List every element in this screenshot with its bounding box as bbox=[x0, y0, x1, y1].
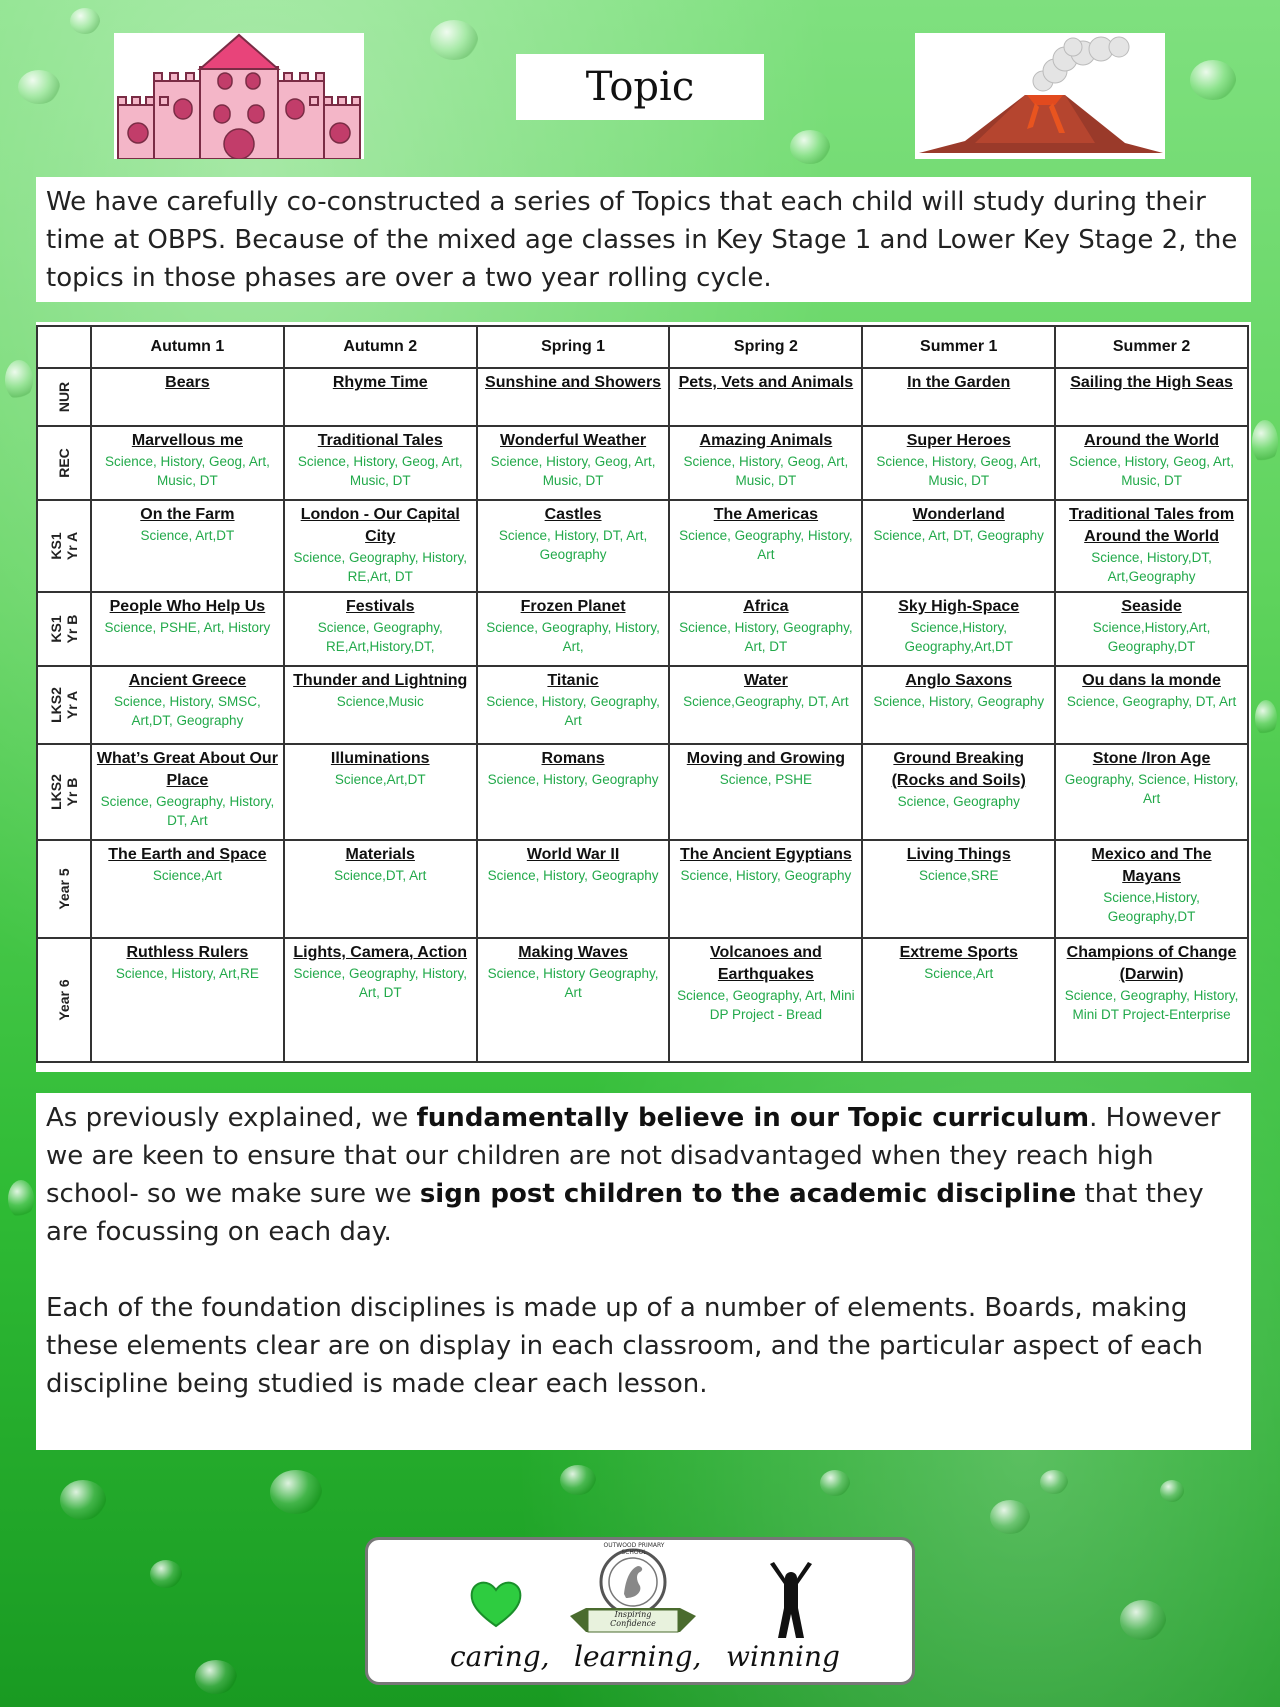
topic-cell bbox=[477, 500, 670, 592]
topic-subjects: Science,Art,DT bbox=[334, 772, 426, 787]
value-winning: winning bbox=[726, 1640, 840, 1673]
topic-cell bbox=[669, 368, 862, 426]
topic-subjects: Science,Music bbox=[336, 694, 424, 709]
topic-cell bbox=[862, 744, 1055, 840]
topic-table-panel bbox=[36, 322, 1251, 1072]
topic-cell bbox=[477, 666, 670, 744]
topic-subjects: Science, Geography, RE,Art,History,DT, bbox=[317, 620, 443, 654]
topic-cell bbox=[91, 938, 284, 1062]
topic-subjects: Science, History, Geography bbox=[487, 772, 659, 787]
topic-title: On the Farm bbox=[140, 506, 235, 523]
topic-cell bbox=[1055, 666, 1248, 744]
topic-cell bbox=[477, 426, 670, 500]
topic-subjects: Science,Art bbox=[924, 966, 994, 981]
topic-cell bbox=[284, 938, 477, 1062]
topic-cell bbox=[669, 592, 862, 666]
topic-cell bbox=[862, 840, 1055, 938]
topic-title: Around the World bbox=[1084, 432, 1219, 449]
topic-subjects: Science, History,DT, Art,Geography bbox=[1091, 550, 1212, 584]
column-header: Autumn 1 bbox=[91, 326, 284, 368]
row-label bbox=[37, 592, 91, 666]
winner-figure-icon bbox=[766, 1562, 816, 1642]
school-values-banner bbox=[365, 1537, 915, 1685]
topic-cell bbox=[284, 840, 477, 938]
topic-subjects: Geography, Science, History, Art bbox=[1064, 772, 1239, 806]
topic-cell bbox=[284, 666, 477, 744]
topic-title: Castles bbox=[544, 506, 602, 523]
topic-cell bbox=[862, 592, 1055, 666]
topic-title: The Ancient Egyptians bbox=[679, 846, 852, 863]
topic-title: Super Heroes bbox=[906, 432, 1011, 449]
topic-cell bbox=[91, 500, 284, 592]
topic-subjects: Science, Geography, Art, Mini DP Project - Bread bbox=[677, 988, 855, 1022]
volcano-image bbox=[915, 33, 1165, 159]
topic-cell bbox=[91, 744, 284, 840]
topic-cell bbox=[91, 840, 284, 938]
topic-cell bbox=[669, 666, 862, 744]
text-run: . However we are keen to ensure that our children are not disadvantaged when they reach high school- so we make sure we bbox=[46, 1103, 1221, 1209]
topic-title: Mexico and The Mayans bbox=[1091, 846, 1212, 885]
table-row bbox=[37, 368, 1248, 426]
column-header: Spring 1 bbox=[477, 326, 670, 368]
topic-title: Pets, Vets and Animals bbox=[678, 374, 854, 391]
topic-title: Extreme Sports bbox=[899, 944, 1018, 961]
topic-cell bbox=[284, 744, 477, 840]
topic-title: Titanic bbox=[547, 672, 599, 689]
topic-title: Sailing the High Seas bbox=[1070, 374, 1233, 391]
topic-subjects: Science, History, Geog, Art, Music, DT bbox=[876, 454, 1042, 488]
topic-cell bbox=[284, 426, 477, 500]
topic-title: Volcanoes and Earthquakes bbox=[710, 944, 822, 983]
topic-cell bbox=[284, 500, 477, 592]
topic-title: Water bbox=[743, 672, 788, 689]
topic-cell bbox=[669, 426, 862, 500]
topic-title: Ou dans la monde bbox=[1082, 672, 1221, 689]
topic-subjects: Science,SRE bbox=[918, 868, 999, 883]
row-label-text: NUR bbox=[56, 381, 72, 413]
topic-subjects: Science,Geography, DT, Art bbox=[683, 694, 849, 709]
topic-cell bbox=[669, 840, 862, 938]
intro-paragraph: We have carefully co-constructed a series of Topics that each child will study during their time at OBPS. Because of the mixed age classes in Key Stage 1 and Lower Key Stage 2, the topics in those phases are over a two year rolling cycle. bbox=[36, 177, 1251, 302]
row-label bbox=[37, 426, 91, 500]
topic-cell bbox=[1055, 592, 1248, 666]
table-row bbox=[37, 666, 1248, 744]
row-label bbox=[37, 840, 91, 938]
topic-subjects: Science, History, Geog, Art, Music, DT bbox=[683, 454, 849, 488]
topic-cell bbox=[91, 666, 284, 744]
value-caring: caring, bbox=[450, 1640, 550, 1673]
topic-subjects: Science,Art bbox=[152, 868, 222, 883]
topic-title: Rhyme Time bbox=[332, 374, 428, 391]
topic-cell bbox=[477, 840, 670, 938]
topic-title: Making Waves bbox=[518, 944, 628, 961]
topic-title: Anglo Saxons bbox=[905, 672, 1013, 689]
topic-subjects: Science, Geography, History, RE,Art, DT bbox=[293, 550, 468, 584]
topic-subjects: Science, History, Geog, Art, Music, DT bbox=[105, 454, 270, 488]
topic-subjects: Science, Geography, History, Art bbox=[679, 528, 853, 562]
topic-cell bbox=[477, 368, 670, 426]
topic-subjects: Science, PSHE, Art, History bbox=[104, 620, 271, 635]
topic-subjects: Science, History, Geography, Art, DT bbox=[679, 620, 853, 654]
topic-cell bbox=[284, 368, 477, 426]
castle-image bbox=[114, 33, 364, 159]
topic-title: Sunshine and Showers bbox=[485, 374, 662, 391]
column-header: Summer 2 bbox=[1055, 326, 1248, 368]
topic-subjects: Science, History, DT, Art, Geography bbox=[498, 528, 648, 562]
table-row bbox=[37, 744, 1248, 840]
table-header-row bbox=[37, 326, 1248, 368]
topic-title: Ruthless Rulers bbox=[126, 944, 249, 961]
topic-title: Thunder and Lightning bbox=[293, 672, 468, 689]
topic-cell bbox=[1055, 840, 1248, 938]
topic-title: People Who Help Us bbox=[109, 598, 266, 615]
emphasis-text: fundamentally believe in our Topic curriculum bbox=[416, 1103, 1090, 1133]
topic-title: Seaside bbox=[1121, 598, 1182, 615]
topic-title: Bears bbox=[165, 374, 210, 391]
topic-title: Wonderful Weather bbox=[500, 432, 647, 449]
topic-cell bbox=[284, 592, 477, 666]
topic-cell bbox=[862, 666, 1055, 744]
topic-cell bbox=[862, 368, 1055, 426]
topic-cell bbox=[477, 744, 670, 840]
topic-subjects: Science, History, Geography bbox=[680, 868, 852, 883]
row-label bbox=[37, 368, 91, 426]
explanation-paragraph-1 bbox=[46, 1099, 1241, 1251]
value-learning: learning, bbox=[574, 1640, 702, 1673]
topic-cell bbox=[669, 500, 862, 592]
topic-subjects: Science, Geography, History, Art, DT bbox=[293, 966, 468, 1000]
topic-subjects: Science, Geography, History, DT, Art bbox=[100, 794, 275, 828]
castle-icon bbox=[114, 33, 364, 159]
topic-subjects: Science, History Geography, Art bbox=[487, 966, 659, 1000]
topic-table bbox=[36, 325, 1249, 1063]
row-label-text: LKS2 Yr B bbox=[48, 774, 80, 810]
topic-title: The Americas bbox=[713, 506, 819, 523]
topic-subjects: Science, Geography bbox=[897, 794, 1020, 809]
topic-title: What’s Great About Our Place bbox=[96, 750, 278, 789]
row-label-text: LKS2 Yr A bbox=[48, 687, 80, 723]
topic-title: Ancient Greece bbox=[128, 672, 247, 689]
table-row bbox=[37, 426, 1248, 500]
topic-title: The Earth and Space bbox=[108, 846, 267, 863]
topic-cell bbox=[862, 938, 1055, 1062]
topic-cell bbox=[1055, 744, 1248, 840]
curriculum-explanation bbox=[36, 1093, 1251, 1450]
topic-title: Marvellous me bbox=[131, 432, 243, 449]
table-row bbox=[37, 938, 1248, 1062]
topic-title: Lights, Camera, Action bbox=[293, 944, 468, 961]
row-label bbox=[37, 500, 91, 592]
row-label bbox=[37, 666, 91, 744]
column-header: Summer 1 bbox=[862, 326, 1055, 368]
topic-title: Illuminations bbox=[330, 750, 430, 767]
column-header: Spring 2 bbox=[669, 326, 862, 368]
topic-subjects: Science, History, Geography bbox=[487, 868, 659, 883]
topic-subjects: Science,History,Art, Geography,DT bbox=[1092, 620, 1211, 654]
topic-title: London - Our Capital City bbox=[300, 506, 460, 545]
topic-title: Sky High-Space bbox=[898, 598, 1020, 615]
topic-subjects: Science, History, Art,RE bbox=[115, 966, 259, 981]
topic-subjects: Science, History, Geog, Art, Music, DT bbox=[297, 454, 463, 488]
row-label-text: Year 6 bbox=[56, 979, 72, 1021]
explanation-paragraph-2: Each of the foundation disciplines is made up of a number of elements. Boards, making these elements clear are on display in each classroom, and the particular aspect of each discipline being studied is made clear each lesson. bbox=[46, 1293, 1204, 1399]
topic-cell bbox=[669, 938, 862, 1062]
heart-icon bbox=[468, 1576, 524, 1632]
topic-title: World War II bbox=[526, 846, 620, 863]
table-row bbox=[37, 500, 1248, 592]
topic-cell bbox=[91, 368, 284, 426]
topic-cell bbox=[862, 426, 1055, 500]
row-label-text: Year 5 bbox=[56, 868, 72, 910]
topic-subjects: Science, PSHE bbox=[719, 772, 813, 787]
topic-title: In the Garden bbox=[907, 374, 1011, 391]
topic-cell bbox=[477, 938, 670, 1062]
topic-title: Romans bbox=[541, 750, 605, 767]
topic-title: Festivals bbox=[346, 598, 415, 615]
topic-title: Living Things bbox=[906, 846, 1011, 863]
topic-title: Amazing Animals bbox=[699, 432, 833, 449]
topic-subjects: Science,DT, Art bbox=[334, 868, 427, 883]
topic-title: Champions of Change (Darwin) bbox=[1066, 944, 1237, 983]
topic-cell bbox=[1055, 938, 1248, 1062]
topic-cell bbox=[862, 500, 1055, 592]
text-run: that they are focussing on each day. bbox=[46, 1179, 1204, 1247]
topic-cell bbox=[1055, 426, 1248, 500]
column-header: Autumn 2 bbox=[284, 326, 477, 368]
topic-cell bbox=[91, 426, 284, 500]
crest-badge-text: OUTWOOD PRIMARY SCHOOL bbox=[603, 1542, 665, 1556]
row-label bbox=[37, 744, 91, 840]
topic-title: Frozen Planet bbox=[520, 598, 626, 615]
topic-cell bbox=[1055, 368, 1248, 426]
topic-subjects: Science, History, Geography bbox=[873, 694, 1045, 709]
topic-cell bbox=[91, 592, 284, 666]
topic-subjects: Science, Geography, History, Mini DT Project-Enterprise bbox=[1064, 988, 1239, 1022]
page-title: Topic bbox=[516, 54, 764, 120]
topic-cell bbox=[669, 744, 862, 840]
topic-title: Ground Breaking (Rocks and Soils) bbox=[891, 750, 1026, 789]
topic-subjects: Science,History, Geography,DT bbox=[1103, 890, 1200, 924]
table-row bbox=[37, 592, 1248, 666]
topic-cell bbox=[1055, 500, 1248, 592]
topic-title: Africa bbox=[743, 598, 789, 615]
topic-title: Stone /Iron Age bbox=[1092, 750, 1211, 767]
topic-title: Traditional Tales from Around the World bbox=[1069, 506, 1235, 545]
topic-subjects: Science, Geography, DT, Art bbox=[1066, 694, 1237, 709]
row-label bbox=[37, 938, 91, 1062]
topic-subjects: Science, Art, DT, Geography bbox=[873, 528, 1044, 543]
emphasis-text: sign post children to the academic discipline bbox=[419, 1179, 1077, 1209]
topic-title: Moving and Growing bbox=[686, 750, 845, 767]
topic-cell bbox=[477, 592, 670, 666]
topic-subjects: Science, Art,DT bbox=[140, 528, 235, 543]
corner-cell bbox=[37, 326, 91, 368]
row-label-text: KS1 Yr A bbox=[48, 531, 80, 561]
topic-title: Traditional Tales bbox=[317, 432, 443, 449]
crest-ribbon-text: Inspiring Confidence bbox=[610, 1610, 656, 1628]
row-label-text: REC bbox=[56, 448, 72, 478]
topic-subjects: Science, History, Geog, Art, Music, DT bbox=[490, 454, 656, 488]
topic-subjects: Science, History, SMSC, Art,DT, Geography bbox=[114, 694, 261, 728]
topic-subjects: Science, Geography, History, Art, bbox=[486, 620, 660, 654]
row-label-text: KS1 Yr B bbox=[48, 614, 80, 644]
topic-subjects: Science,History, Geography,Art,DT bbox=[904, 620, 1013, 654]
topic-title: Materials bbox=[345, 846, 415, 863]
table-row bbox=[37, 840, 1248, 938]
topic-subjects: Science, History, Geography, Art bbox=[486, 694, 660, 728]
text-run: As previously explained, we bbox=[46, 1103, 417, 1133]
topic-title: Wonderland bbox=[912, 506, 1005, 523]
topic-subjects: Science, History, Geog, Art, Music, DT bbox=[1069, 454, 1234, 488]
volcano-icon bbox=[915, 33, 1165, 159]
